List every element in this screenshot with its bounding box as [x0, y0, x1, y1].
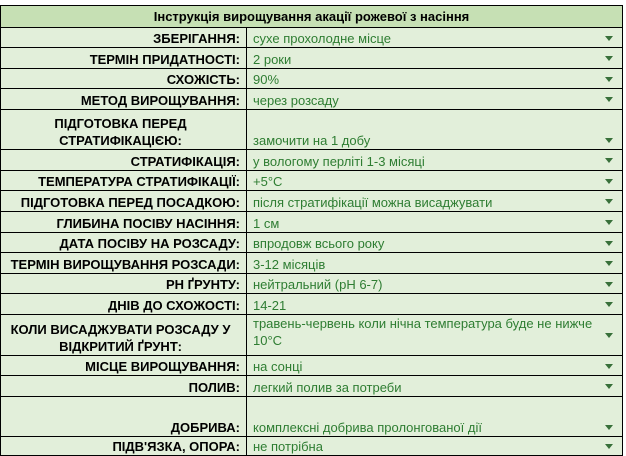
- table-row: [1, 376, 623, 397]
- table-row: [1, 397, 623, 437]
- row-label-support: ПІДВ'ЯЗКА, ОПОРА:: [1, 437, 247, 456]
- row-value-location: на сонці: [253, 359, 303, 374]
- table-row: [1, 274, 623, 294]
- dropdown-cell-watering[interactable]: [247, 376, 623, 397]
- row-label-watering: ПОЛИВ:: [1, 376, 247, 397]
- chevron-down-icon[interactable]: [605, 36, 613, 41]
- row-value-sowing-depth: 1 см: [253, 216, 280, 231]
- chevron-down-icon[interactable]: [605, 97, 613, 102]
- table-row: [1, 28, 623, 48]
- chevron-down-icon[interactable]: [605, 444, 613, 449]
- table-row: [1, 253, 623, 274]
- chevron-down-icon[interactable]: [605, 56, 613, 61]
- chevron-down-icon[interactable]: [605, 220, 613, 225]
- row-label-pre-stratification: ПІДГОТОВКА ПЕРЕД СТРАТИФІКАЦІЄЮ:: [1, 110, 247, 150]
- chevron-down-icon[interactable]: [605, 282, 613, 287]
- chevron-down-icon[interactable]: [605, 158, 613, 163]
- table-row: [1, 171, 623, 191]
- dropdown-cell-transplant-time[interactable]: [247, 315, 623, 356]
- row-label-shelf-life: ТЕРМІН ПРИДАТНОСТІ:: [1, 48, 247, 69]
- row-value-stratification: у вологому перліті 1-3 місяці: [253, 154, 425, 169]
- chevron-down-icon[interactable]: [605, 302, 613, 307]
- chevron-down-icon[interactable]: [605, 179, 613, 184]
- dropdown-cell-soil-ph[interactable]: [247, 274, 623, 294]
- row-label-storage: ЗБЕРІГАННЯ:: [1, 28, 247, 48]
- row-label-sowing-depth: ГЛИБИНА ПОСІВУ НАСІННЯ:: [1, 212, 247, 233]
- row-label-soil-ph: PH ҐРУНТУ:: [1, 274, 247, 294]
- row-value-support: не потрібна: [253, 439, 323, 454]
- table-row: [1, 212, 623, 233]
- row-value-storage: сухе прохолодне місце: [253, 31, 391, 46]
- chevron-down-icon[interactable]: [605, 333, 613, 338]
- dropdown-cell-pre-stratification[interactable]: [247, 110, 623, 150]
- table-row: [1, 191, 623, 212]
- dropdown-cell-pre-planting[interactable]: [247, 191, 623, 212]
- row-value-pre-stratification: замочити на 1 добу: [253, 133, 371, 148]
- dropdown-cell-sowing-depth[interactable]: [247, 212, 623, 233]
- table-row: [1, 437, 623, 456]
- row-label-stratification: СТРАТИФІКАЦІЯ:: [1, 150, 247, 171]
- table-row: [1, 315, 623, 356]
- row-label-growing-method: МЕТОД ВИРОЩУВАННЯ:: [1, 89, 247, 110]
- row-value-sowing-date: впродовж всього року: [253, 236, 385, 251]
- row-value-stratification-temp: +5°C: [253, 174, 283, 189]
- table-row: [1, 294, 623, 315]
- row-value-germination: 90%: [253, 72, 280, 87]
- row-label-sowing-date: ДАТА ПОСІВУ НА РОЗСАДУ:: [1, 233, 247, 253]
- dropdown-cell-fertilizers[interactable]: [247, 397, 623, 437]
- row-value-fertilizers: комплексні добрива пролонгованої дії: [253, 420, 482, 435]
- dropdown-cell-support[interactable]: [247, 437, 623, 456]
- dropdown-cell-seedling-period[interactable]: [247, 253, 623, 274]
- chevron-down-icon[interactable]: [605, 425, 613, 430]
- chevron-down-icon[interactable]: [605, 261, 613, 266]
- table-row: [1, 69, 623, 89]
- chevron-down-icon[interactable]: [605, 384, 613, 389]
- row-value-watering: легкий полив за потреби: [253, 380, 402, 395]
- row-label-seedling-period: ТЕРМІН ВИРОЩУВАННЯ РОЗСАДИ:: [1, 253, 247, 274]
- dropdown-cell-stratification[interactable]: [247, 150, 623, 171]
- table-row: [1, 110, 623, 150]
- chevron-down-icon[interactable]: [605, 77, 613, 82]
- row-label-transplant-time: КОЛИ ВИСАДЖУВАТИ РОЗСАДУ У ВІДКРИТИЙ ҐРУНТ:: [1, 315, 247, 356]
- row-label-location: МІСЦЕ ВИРОЩУВАННЯ:: [1, 356, 247, 376]
- table-row: [1, 150, 623, 171]
- row-label-fertilizers: ДОБРИВА:: [1, 397, 247, 437]
- table-row: [1, 48, 623, 69]
- chevron-down-icon[interactable]: [605, 241, 613, 246]
- chevron-down-icon[interactable]: [605, 199, 613, 204]
- row-value-soil-ph: нейтральний (pH 6-7): [253, 277, 383, 292]
- row-value-pre-planting: після стратифікації можна висаджувати: [253, 195, 493, 210]
- chevron-down-icon[interactable]: [605, 364, 613, 369]
- dropdown-cell-storage[interactable]: [247, 28, 623, 48]
- row-value-transplant-time: травень-червень коли нічна температура буде не нижче 10°C: [253, 316, 593, 348]
- row-value-seedling-period: 3-12 місяців: [253, 257, 326, 272]
- dropdown-cell-growing-method[interactable]: [247, 89, 623, 110]
- dropdown-cell-days-to-germination[interactable]: [247, 294, 623, 315]
- row-value-growing-method: через розсаду: [253, 93, 339, 108]
- table-row: [1, 233, 623, 253]
- row-value-shelf-life: 2 роки: [253, 52, 292, 67]
- dropdown-cell-germination[interactable]: [247, 69, 623, 89]
- chevron-down-icon[interactable]: [605, 138, 613, 143]
- row-label-days-to-germination: ДНІВ ДО СХОЖОСТІ:: [1, 294, 247, 315]
- growing-instructions-table: [0, 5, 623, 456]
- dropdown-cell-sowing-date[interactable]: [247, 233, 623, 253]
- dropdown-cell-stratification-temp[interactable]: [247, 171, 623, 191]
- table-row: [1, 356, 623, 376]
- table-row: [1, 89, 623, 110]
- table-title: Інструкція вирощування акації рожевої з насіння: [1, 6, 623, 28]
- dropdown-cell-location[interactable]: [247, 356, 623, 376]
- row-value-days-to-germination: 14-21: [253, 298, 287, 313]
- row-label-germination: СХОЖІСТЬ:: [1, 69, 247, 89]
- row-label-stratification-temp: ТЕМПЕРАТУРА СТРАТИФІКАЦІЇ:: [1, 171, 247, 191]
- row-label-pre-planting: ПІДГОТОВКА ПЕРЕД ПОСАДКОЮ:: [1, 191, 247, 212]
- dropdown-cell-shelf-life[interactable]: [247, 48, 623, 69]
